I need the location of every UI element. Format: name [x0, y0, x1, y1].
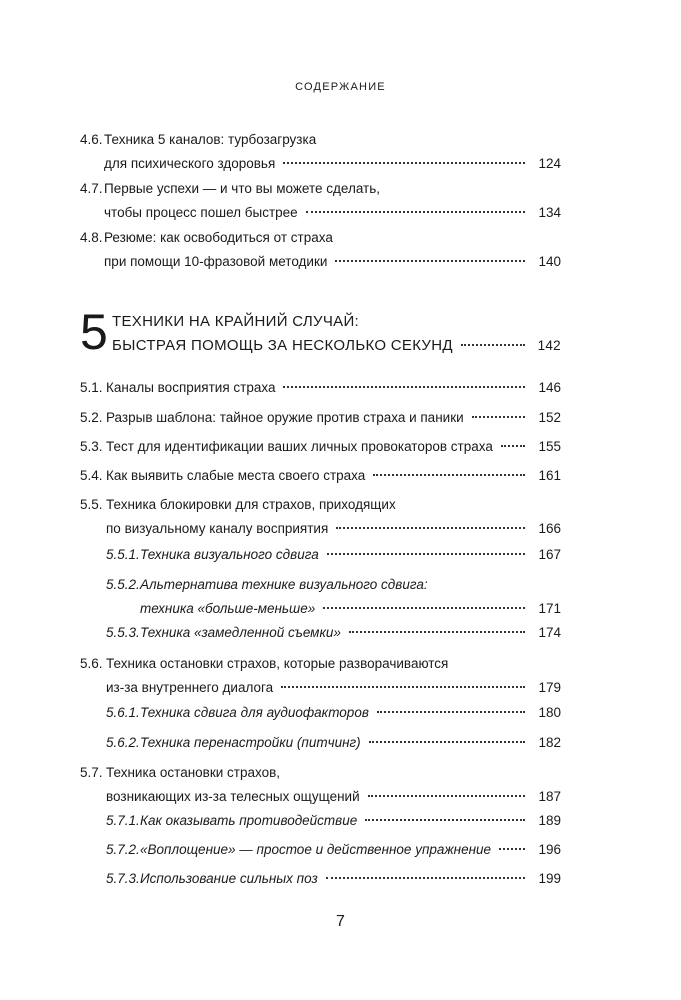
dot-leader [283, 162, 525, 164]
entry-title-line: чтобы процесс пошел быстрее [104, 205, 298, 220]
dot-leader [365, 819, 525, 821]
page-ref: 174 [538, 625, 561, 640]
entry-title-line: Техника визуального сдвига [140, 547, 319, 562]
entry-number: 5.7. [80, 765, 103, 780]
toc-entry[interactable] [0, 761, 681, 809]
toc-entry[interactable] [0, 652, 681, 700]
entry-title-line: Техника блокировки для страхов, приходящих [106, 497, 396, 512]
page-number: 7 [336, 913, 345, 930]
toc-subentry[interactable] [0, 809, 681, 833]
toc-subentry[interactable] [0, 621, 681, 645]
running-head: СОДЕРЖАНИЕ [295, 81, 386, 93]
entry-number: 5.7.3. [106, 871, 140, 886]
entry-title-line: Техника сдвига для аудиофакторов [140, 705, 369, 720]
entry-number: 5.7.1. [106, 813, 140, 828]
entry-number: 5.5. [80, 497, 103, 512]
entry-title-line: Как выявить слабые места своего страха [106, 468, 366, 483]
page-ref: 166 [538, 521, 561, 536]
entry-number: 5.3. [80, 439, 103, 454]
page-ref: 189 [538, 813, 561, 828]
dot-leader [336, 527, 525, 529]
page-ref: 152 [538, 410, 561, 425]
entry-number: 5.6.1. [106, 705, 140, 720]
entry-number: 5.7.2. [106, 842, 140, 857]
toc-subentry[interactable] [0, 867, 681, 891]
page-ref: 187 [538, 789, 561, 804]
dot-leader [335, 260, 525, 262]
dot-leader [377, 711, 525, 713]
toc-entry[interactable] [0, 464, 681, 488]
toc-entry[interactable] [0, 406, 681, 430]
dot-leader [368, 795, 525, 797]
toc-subentry[interactable] [0, 731, 681, 755]
dot-leader [306, 211, 525, 213]
page-ref: 155 [538, 439, 561, 454]
entry-title-line: возникающих из-за телесных ощущений [106, 789, 360, 804]
dot-leader [327, 553, 525, 555]
toc-entry[interactable] [0, 493, 681, 541]
dot-leader [323, 607, 525, 609]
page-ref: 199 [538, 871, 561, 886]
entry-number: 5.6.2. [106, 735, 140, 750]
entry-title-line: Техника остановки страхов, [106, 765, 281, 780]
entry-number: 4.6. [80, 132, 103, 147]
chapter-title-line: ТЕХНИКИ НА КРАЙНИЙ СЛУЧАЙ: [112, 313, 360, 330]
entry-title-line: Резюме: как освободиться от страха [104, 230, 333, 245]
page-ref: 140 [538, 254, 561, 269]
dot-leader [283, 386, 525, 388]
dot-leader [472, 416, 525, 418]
entry-number: 5.5.1. [106, 547, 140, 562]
entry-number: 4.8. [80, 230, 103, 245]
page-ref: 179 [538, 680, 561, 695]
dot-leader [499, 848, 525, 850]
entry-title-line: Первые успехи — и что вы можете сделать, [104, 181, 381, 196]
entry-title-line: Альтернатива технике визуального сдвига: [140, 577, 428, 592]
toc-entry[interactable] [0, 128, 681, 176]
entry-number: 4.7. [80, 181, 103, 196]
page-ref: 171 [538, 601, 561, 616]
toc-subentry[interactable] [0, 838, 681, 862]
entry-number: 5.1. [80, 380, 103, 395]
page-ref: 134 [538, 205, 561, 220]
entry-title-line: из-за внутреннего диалога [106, 680, 274, 695]
page-ref: 167 [538, 547, 561, 562]
entry-title-line: для психического здоровья [104, 156, 276, 171]
page-ref: 182 [538, 735, 561, 750]
page-ref: 161 [538, 468, 561, 483]
entry-title-line: по визуальному каналу восприятия [106, 521, 329, 536]
page-ref: 180 [538, 705, 561, 720]
entry-number: 5.4. [80, 468, 103, 483]
page-ref: 124 [538, 156, 561, 171]
dot-leader [349, 631, 525, 633]
entry-title-line: Как оказывать противодействие [140, 813, 358, 828]
dot-leader [373, 474, 525, 476]
dot-leader [326, 877, 525, 879]
entry-title-line: Разрыв шаблона: тайное оружие против страха и паники [106, 410, 464, 425]
entry-title-line: Техника перенастройки (питчинг) [140, 735, 361, 750]
toc-subentry[interactable] [0, 573, 681, 621]
entry-title-line: Тест для идентификации ваших личных провокаторов страха [106, 439, 493, 454]
dot-leader [501, 445, 525, 447]
page-ref: 146 [538, 380, 561, 395]
toc-entry[interactable] [0, 435, 681, 459]
chapter-number: 5 [80, 304, 108, 360]
toc-subentry[interactable] [0, 701, 681, 725]
dot-leader [461, 344, 525, 346]
chapter-heading[interactable] [0, 304, 681, 360]
toc-entry[interactable] [0, 226, 681, 274]
entry-title-line: Техника 5 каналов: турбозагрузка [104, 132, 317, 147]
entry-number: 5.5.2. [106, 577, 140, 592]
entry-number: 5.2. [80, 410, 103, 425]
page-ref: 196 [538, 842, 561, 857]
entry-title-line: Техника остановки страхов, которые разворачиваются [106, 656, 449, 671]
entry-title-line: «Воплощение» — простое и действенное упражнение [140, 842, 492, 857]
toc-subentry[interactable] [0, 543, 681, 567]
entry-number: 5.6. [80, 656, 103, 671]
page-ref: 142 [537, 338, 561, 353]
toc-entry[interactable] [0, 177, 681, 225]
entry-title-line: техника «больше-меньше» [140, 601, 316, 616]
entry-title-line: при помощи 10-фразовой методики [104, 254, 328, 269]
entry-title-line: Использование сильных поз [140, 871, 318, 886]
entry-title-line: Каналы восприятия страха [106, 380, 276, 395]
dot-leader [281, 686, 525, 688]
chapter-title-line: БЫСТРАЯ ПОМОЩЬ ЗА НЕСКОЛЬКО СЕКУНД [112, 337, 453, 354]
toc-entry[interactable] [0, 376, 681, 400]
dot-leader [369, 741, 525, 743]
entry-title-line: Техника «замедленной съемки» [140, 625, 341, 640]
entry-number: 5.5.3. [106, 625, 140, 640]
